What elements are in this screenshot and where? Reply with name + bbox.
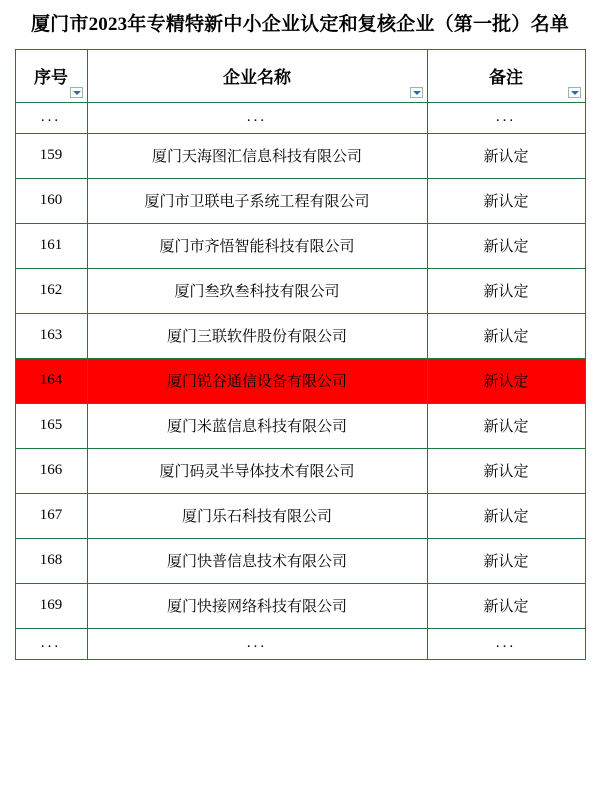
cell-note: 新认定 [427, 133, 585, 178]
cell-index: 168 [15, 538, 87, 583]
cell-name: 厦门三联软件股份有限公司 [87, 313, 427, 358]
column-header-note-label: 备注 [489, 68, 523, 88]
table-row [15, 102, 585, 133]
cell-index: 163 [15, 313, 87, 358]
cell-name: 厦门市卫联电子系统工程有限公司 [87, 178, 427, 223]
column-header-note [427, 49, 585, 102]
cell-note: 新认定 [427, 448, 585, 493]
cell-index: 161 [15, 223, 87, 268]
table-header [15, 49, 585, 102]
table-row-highlighted [15, 358, 585, 403]
cell-note: 新认定 [427, 358, 585, 403]
cell-name: 厦门天海图汇信息科技有限公司 [87, 133, 427, 178]
table-row [15, 538, 585, 583]
cell-name: 厦门快接网络科技有限公司 [87, 583, 427, 628]
table-header-row [15, 49, 585, 102]
cell-note: 新认定 [427, 583, 585, 628]
table-row [15, 403, 585, 448]
column-header-index-label: 序号 [34, 68, 68, 88]
cell-index: 165 [15, 403, 87, 448]
cell-index: 166 [15, 448, 87, 493]
filter-dropdown-icon-index[interactable] [70, 87, 83, 98]
cell-index: 167 [15, 493, 87, 538]
cell-name: ... [87, 102, 427, 133]
cell-note: 新认定 [427, 538, 585, 583]
column-header-name-label: 企业名称 [223, 68, 291, 88]
cell-name: 厦门快普信息技术有限公司 [87, 538, 427, 583]
cell-note: 新认定 [427, 223, 585, 268]
table-row [15, 223, 585, 268]
cell-index: 169 [15, 583, 87, 628]
table-row [15, 628, 585, 659]
column-header-name [87, 49, 427, 102]
cell-index: ... [15, 628, 87, 659]
table-row [15, 493, 585, 538]
cell-name: 厦门锐谷通信设备有限公司 [87, 358, 427, 403]
cell-name: 厦门码灵半导体技术有限公司 [87, 448, 427, 493]
table-row [15, 313, 585, 358]
cell-index: 159 [15, 133, 87, 178]
filter-dropdown-icon-note[interactable] [568, 87, 581, 98]
cell-name: 厦门乐石科技有限公司 [87, 493, 427, 538]
cell-index: ... [15, 102, 87, 133]
column-header-index [15, 49, 87, 102]
table-row [15, 268, 585, 313]
cell-note: 新认定 [427, 268, 585, 313]
table-row [15, 178, 585, 223]
cell-name: 厦门市齐悟智能科技有限公司 [87, 223, 427, 268]
table-row [15, 583, 585, 628]
cell-note: 新认定 [427, 178, 585, 223]
cell-note: ... [427, 628, 585, 659]
page-title: 厦门市2023年专精特新中小企业认定和复核企业（第一批）名单 [30, 14, 569, 35]
table-row [15, 133, 585, 178]
cell-name: 厦门米蓝信息科技有限公司 [87, 403, 427, 448]
cell-index: 164 [15, 358, 87, 403]
cell-index: 160 [15, 178, 87, 223]
cell-name: ... [87, 628, 427, 659]
cell-note: 新认定 [427, 493, 585, 538]
cell-index: 162 [15, 268, 87, 313]
cell-note: 新认定 [427, 403, 585, 448]
table-body [15, 102, 585, 659]
table-row [15, 448, 585, 493]
enterprise-list-table [15, 49, 586, 660]
cell-note: ... [427, 102, 585, 133]
filter-dropdown-icon-name[interactable] [410, 87, 423, 98]
cell-name: 厦门叁玖叁科技有限公司 [87, 268, 427, 313]
cell-note: 新认定 [427, 313, 585, 358]
